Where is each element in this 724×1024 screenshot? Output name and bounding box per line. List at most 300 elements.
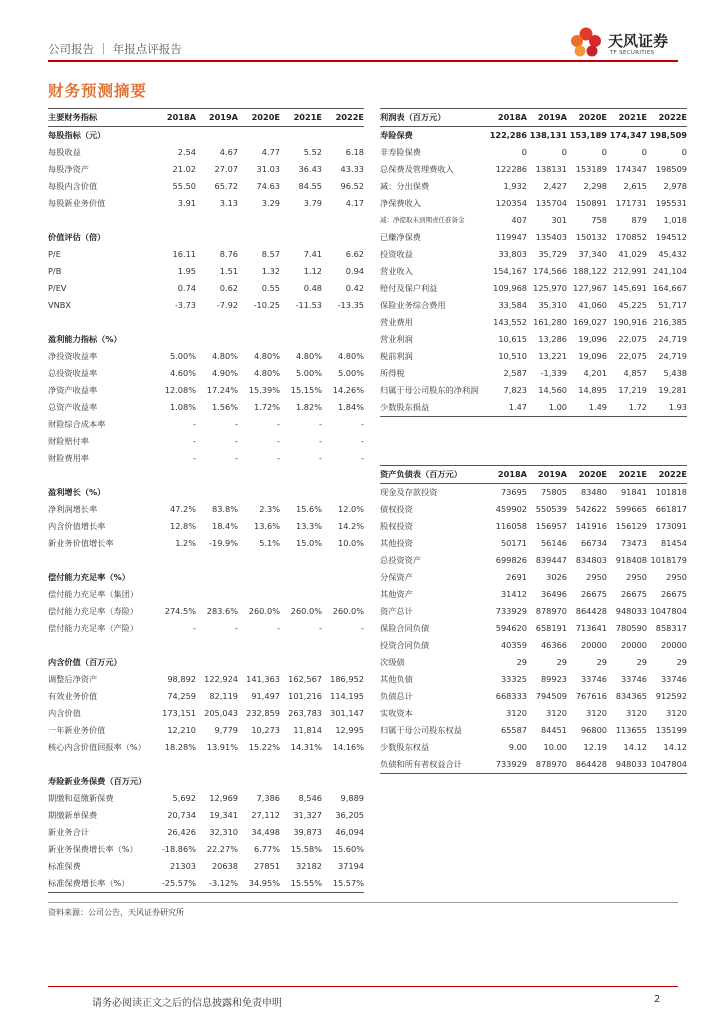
value-cell <box>196 127 238 145</box>
value-cell: - <box>319 436 322 446</box>
row-label: 所得税 <box>380 368 405 378</box>
value-cell: 26675 <box>660 589 687 599</box>
value-cell: 36.43 <box>298 164 322 174</box>
value-cell: 24,719 <box>658 351 687 361</box>
value-cell: 6.77% <box>253 844 280 854</box>
spacer-cell <box>48 212 364 229</box>
row-label: 少数股东权益 <box>380 742 430 752</box>
row-label: 税前利润 <box>380 351 413 361</box>
table-spacer-row <box>48 756 364 773</box>
value-cell <box>154 127 196 145</box>
value-cell: 96800 <box>580 725 607 735</box>
table-row <box>380 365 687 382</box>
value-cell: 1.56% <box>211 402 238 412</box>
table-section-row <box>48 229 364 246</box>
row-label: 新业务保费增长率（%） <box>48 844 138 854</box>
value-cell: 10,273 <box>251 725 280 735</box>
value-cell: 31412 <box>500 589 527 599</box>
value-cell: 15.15% <box>290 385 322 395</box>
value-cell: 26675 <box>580 589 607 599</box>
value-cell: 145,691 <box>613 283 647 293</box>
value-cell: 864428 <box>575 606 607 616</box>
table-row <box>48 348 364 365</box>
value-cell: 75805 <box>540 487 567 497</box>
value-cell: 138131 <box>535 164 567 174</box>
value-cell: 33746 <box>580 674 607 684</box>
table-row <box>380 552 687 569</box>
value-cell <box>238 229 280 246</box>
row-label: 财险赔付率 <box>48 436 89 446</box>
column-header: 2022E <box>647 466 687 484</box>
column-header: 2022E <box>647 109 687 127</box>
row-label: 净利润增长率 <box>48 504 98 514</box>
value-cell: 912592 <box>655 691 687 701</box>
value-cell: 190,916 <box>613 317 647 327</box>
value-cell: 20000 <box>620 640 647 650</box>
value-cell <box>280 773 322 790</box>
row-label: 偿付能力充足率（寿险） <box>48 606 139 616</box>
value-cell: 0 <box>681 147 687 157</box>
value-cell: 74,259 <box>167 691 196 701</box>
value-cell: 3120 <box>586 708 607 718</box>
value-cell: 4.90% <box>211 368 238 378</box>
value-cell: 5.00% <box>169 351 196 361</box>
value-cell: - <box>193 453 196 463</box>
column-header: 2021E <box>607 466 647 484</box>
table-row <box>380 603 687 620</box>
value-cell: 186,952 <box>330 674 364 684</box>
spacer-cell <box>48 552 364 569</box>
value-cell: 0 <box>601 147 607 157</box>
value-cell <box>322 586 364 603</box>
row-label: 偿付能力充足率（%） <box>48 572 130 582</box>
value-cell: 26675 <box>620 589 647 599</box>
value-cell: 7,386 <box>256 793 280 803</box>
table-row <box>380 348 687 365</box>
row-label: 一年新业务价值 <box>48 725 106 735</box>
value-cell: 4.60% <box>169 368 196 378</box>
row-label: 盈利能力指标（%） <box>48 334 122 344</box>
value-cell <box>196 331 238 348</box>
row-label: 内含价值增长率 <box>48 521 106 531</box>
value-cell: 84451 <box>540 725 567 735</box>
value-cell: 5.00% <box>337 368 364 378</box>
value-cell: 658191 <box>535 623 567 633</box>
value-cell: 32182 <box>295 861 322 871</box>
value-cell <box>154 484 196 501</box>
row-label: 每股净资产 <box>48 164 89 174</box>
value-cell: 12.19 <box>583 742 607 752</box>
value-cell: 20638 <box>211 861 238 871</box>
value-cell <box>280 484 322 501</box>
value-cell <box>154 773 196 790</box>
value-cell: 141,363 <box>246 674 280 684</box>
value-cell: 14.16% <box>332 742 364 752</box>
value-cell: 212,991 <box>613 266 647 276</box>
value-cell: 2691 <box>506 572 527 582</box>
value-cell <box>322 484 364 501</box>
value-cell: 2.3% <box>259 504 280 514</box>
value-cell: 4,857 <box>623 368 647 378</box>
value-cell: 15.6% <box>295 504 322 514</box>
value-cell: 122,286 <box>489 130 527 140</box>
logo-subtext: TF SECURITIES <box>610 50 655 56</box>
value-cell: 4,201 <box>583 368 607 378</box>
value-cell: 9,779 <box>214 725 238 735</box>
value-cell: - <box>361 419 364 429</box>
row-label: 每股新业务价值 <box>48 198 106 208</box>
row-label: 营业收入 <box>380 266 413 276</box>
value-cell: 2,615 <box>623 181 647 191</box>
value-cell: 138,131 <box>529 130 567 140</box>
value-cell: 767616 <box>575 691 607 701</box>
table-row <box>48 450 364 467</box>
value-cell: 36496 <box>540 589 567 599</box>
table-row <box>48 535 364 552</box>
value-cell: 2950 <box>586 572 607 582</box>
value-cell: 173091 <box>655 521 687 531</box>
value-cell: -25.57% <box>154 875 196 893</box>
value-cell: 1.51 <box>219 266 238 276</box>
value-cell: 2950 <box>666 572 687 582</box>
value-cell: 1.84% <box>337 402 364 412</box>
value-cell: 9.00 <box>508 742 527 752</box>
row-label: 总投资收益率 <box>48 368 98 378</box>
value-cell: 13,286 <box>538 334 567 344</box>
value-cell: 1.12 <box>303 266 322 276</box>
value-cell: 10.0% <box>337 538 364 548</box>
value-cell <box>238 484 280 501</box>
table-row <box>48 790 364 807</box>
table-row <box>380 280 687 297</box>
value-cell: 2950 <box>626 572 647 582</box>
value-cell <box>196 229 238 246</box>
value-cell: 4.80% <box>337 351 364 361</box>
value-cell: 948033 <box>615 606 647 616</box>
value-cell: 29 <box>596 657 607 667</box>
value-cell <box>280 229 322 246</box>
value-cell: 55.50 <box>172 181 196 191</box>
row-label: 其他投资 <box>380 538 413 548</box>
value-cell <box>238 331 280 348</box>
value-cell: 116058 <box>495 521 527 531</box>
value-cell: 0.62 <box>219 283 238 293</box>
value-cell: 15.22% <box>248 742 280 752</box>
value-cell: 7.41 <box>303 249 322 259</box>
table-row <box>48 297 364 314</box>
table-row <box>48 195 364 212</box>
value-cell: 14.31% <box>290 742 322 752</box>
value-cell <box>154 569 196 586</box>
value-cell: 12.8% <box>169 521 196 531</box>
row-label: P/B <box>48 266 62 276</box>
row-label: 总资产收益率 <box>48 402 98 412</box>
row-label: 财险综合成本率 <box>48 419 106 429</box>
value-cell: 73695 <box>500 487 527 497</box>
row-label: 实收资本 <box>380 708 413 718</box>
value-cell: 15.57% <box>322 875 364 893</box>
row-label: 每股收益 <box>48 147 81 157</box>
value-cell: 34.95% <box>238 875 280 893</box>
value-cell: 27851 <box>253 861 280 871</box>
value-cell: 3026 <box>546 572 567 582</box>
value-cell: 27,112 <box>251 810 280 820</box>
table-row <box>48 841 364 858</box>
row-label: 标准保费 <box>48 861 81 871</box>
row-label: 利润表（百万元） <box>380 109 487 127</box>
value-cell <box>322 229 364 246</box>
value-cell: 668333 <box>495 691 527 701</box>
value-cell: 109,968 <box>493 283 527 293</box>
value-cell: 29 <box>556 657 567 667</box>
value-cell: 21.02 <box>172 164 196 174</box>
value-cell: 36,205 <box>335 810 364 820</box>
table-row <box>380 688 687 705</box>
value-cell: - <box>361 436 364 446</box>
value-cell: 858317 <box>655 623 687 633</box>
value-cell: 66734 <box>580 538 607 548</box>
value-cell: 156129 <box>615 521 647 531</box>
value-cell: 29 <box>636 657 647 667</box>
table-row <box>48 263 364 280</box>
page-title: 财务预测摘要 <box>48 82 148 100</box>
value-cell: 141916 <box>575 521 607 531</box>
row-label: 每股指标（元） <box>48 130 106 140</box>
row-label: 寿险新业务保费（百万元） <box>48 776 147 786</box>
value-cell: 50171 <box>500 538 527 548</box>
value-cell: 65.72 <box>214 181 238 191</box>
value-cell: 20000 <box>580 640 607 650</box>
table-spacer-row <box>48 552 364 569</box>
value-cell <box>322 569 364 586</box>
table-row <box>48 739 364 756</box>
value-cell: 3120 <box>506 708 527 718</box>
table-row <box>48 807 364 824</box>
value-cell: 135704 <box>535 198 567 208</box>
value-cell: 13.3% <box>295 521 322 531</box>
logo-flower-icon <box>568 26 604 60</box>
value-cell: 794509 <box>535 691 567 701</box>
value-cell: 1.49 <box>567 399 607 417</box>
column-header: 2020E <box>567 466 607 484</box>
column-header: 2022E <box>322 109 364 127</box>
value-cell: 10,615 <box>498 334 527 344</box>
row-label: 主要财务指标 <box>48 109 154 127</box>
company-logo <box>568 22 678 64</box>
table-row <box>380 178 687 195</box>
value-cell: 19,281 <box>658 385 687 395</box>
value-cell: 205,043 <box>204 708 238 718</box>
value-cell: -11.53 <box>295 300 322 310</box>
value-cell: 122286 <box>495 164 527 174</box>
value-cell: 1.2% <box>175 538 196 548</box>
value-cell: 47.2% <box>169 504 196 514</box>
value-cell: 0.55 <box>261 283 280 293</box>
value-cell: -18.86% <box>161 844 196 854</box>
value-cell: 73473 <box>620 538 647 548</box>
value-cell: 98,892 <box>167 674 196 684</box>
value-cell: 948033 <box>607 756 647 774</box>
column-header: 2018A <box>487 109 527 127</box>
value-cell: 14.12 <box>663 742 687 752</box>
value-cell: 153189 <box>575 164 607 174</box>
value-cell: 232,859 <box>246 708 280 718</box>
value-cell: 19,096 <box>578 351 607 361</box>
table-row <box>380 382 687 399</box>
value-cell: 9,889 <box>340 793 364 803</box>
value-cell: 169,027 <box>573 317 607 327</box>
value-cell: 65587 <box>500 725 527 735</box>
table-row <box>48 586 364 603</box>
row-label: 负债总计 <box>380 691 413 701</box>
value-cell: 14.26% <box>332 385 364 395</box>
row-label: 分保资产 <box>380 572 413 582</box>
value-cell: 260.0% <box>248 606 280 616</box>
row-label: 盈利增长（%） <box>48 487 106 497</box>
row-label: 归属于母公司股东的净利润 <box>380 385 479 395</box>
value-cell: 1.08% <box>169 402 196 412</box>
value-cell: 33746 <box>660 674 687 684</box>
value-cell: 198509 <box>655 164 687 174</box>
value-cell: 74.63 <box>256 181 280 191</box>
value-cell <box>238 773 280 790</box>
value-cell: 81454 <box>660 538 687 548</box>
value-cell: 15.0% <box>295 538 322 548</box>
value-cell: 24,719 <box>658 334 687 344</box>
value-cell <box>154 654 196 671</box>
value-cell: 15.60% <box>332 844 364 854</box>
row-label: 内含价值（百万元） <box>48 657 122 667</box>
table-section-row <box>48 331 364 348</box>
value-cell: 11,814 <box>293 725 322 735</box>
value-cell: 4.80% <box>295 351 322 361</box>
value-cell: 43.33 <box>340 164 364 174</box>
row-label: 营业费用 <box>380 317 413 327</box>
column-header: 2019A <box>196 109 238 127</box>
table-row <box>48 416 364 433</box>
row-label: 投资收益 <box>380 249 413 259</box>
row-label: P/E <box>48 249 61 259</box>
table-row <box>48 144 364 161</box>
value-cell: 1.72% <box>253 402 280 412</box>
value-cell: 839447 <box>535 555 567 565</box>
value-cell: 125,970 <box>533 283 567 293</box>
spacer-cell <box>48 314 364 331</box>
value-cell: 12.0% <box>337 504 364 514</box>
value-cell: 12.08% <box>164 385 196 395</box>
value-cell: 0.74 <box>177 283 196 293</box>
value-cell: 20,734 <box>167 810 196 820</box>
value-cell: 45,225 <box>618 300 647 310</box>
value-cell: 170852 <box>615 232 647 242</box>
value-cell: 5,438 <box>663 368 687 378</box>
key-indicators-table <box>48 108 364 893</box>
value-cell: 8.57 <box>261 249 280 259</box>
value-cell: 195531 <box>655 198 687 208</box>
table-row <box>380 297 687 314</box>
table-row <box>380 756 687 774</box>
value-cell: 35,310 <box>538 300 567 310</box>
value-cell: 45,432 <box>658 249 687 259</box>
value-cell: 39,873 <box>293 827 322 837</box>
report-breadcrumb: 公司报告 ｜ 年报点评报告 <box>48 42 182 56</box>
value-cell: -1,339 <box>540 368 567 378</box>
value-cell: 29 <box>676 657 687 667</box>
row-label: 净保费收入 <box>380 198 421 208</box>
value-cell: 13.6% <box>253 521 280 531</box>
value-cell: 46,094 <box>335 827 364 837</box>
value-cell: 7,823 <box>503 385 527 395</box>
spacer-cell <box>48 467 364 484</box>
value-cell: 3.91 <box>177 198 196 208</box>
value-cell: 699826 <box>495 555 527 565</box>
value-cell: 12,969 <box>209 793 238 803</box>
row-label: 内含价值 <box>48 708 81 718</box>
value-cell: 173,151 <box>162 708 196 718</box>
source-divider <box>48 902 678 903</box>
value-cell: 733929 <box>487 756 527 774</box>
table-row <box>380 705 687 722</box>
table-row <box>48 875 364 893</box>
table-row <box>380 569 687 586</box>
value-cell: - <box>361 453 364 463</box>
value-cell: 35,729 <box>538 249 567 259</box>
value-cell: 3120 <box>666 708 687 718</box>
value-cell: 22,075 <box>618 334 647 344</box>
row-label: 归属于母公司股东权益 <box>380 725 462 735</box>
value-cell: 91,497 <box>251 691 280 701</box>
table-section-row <box>48 773 364 790</box>
data-source: 资料来源：公司公告，天风证券研究所 <box>48 908 184 917</box>
table-row <box>380 637 687 654</box>
value-cell: - <box>235 453 238 463</box>
value-cell: 260.0% <box>332 606 364 616</box>
table-row <box>380 314 687 331</box>
row-label: 其他负债 <box>380 674 413 684</box>
value-cell: 33,803 <box>498 249 527 259</box>
value-cell: 15.58% <box>290 844 322 854</box>
value-cell: 542622 <box>575 504 607 514</box>
value-cell: 96.52 <box>340 181 364 191</box>
value-cell: 879 <box>631 215 647 225</box>
value-cell: 101,216 <box>288 691 322 701</box>
row-label: 净投资收益率 <box>48 351 98 361</box>
value-cell: - <box>361 623 364 633</box>
value-cell <box>196 586 238 603</box>
value-cell: - <box>193 436 196 446</box>
value-cell <box>154 229 196 246</box>
value-cell: -3.12% <box>196 875 238 893</box>
row-label: 总投资资产 <box>380 555 421 565</box>
value-cell <box>322 654 364 671</box>
value-cell: 10.00 <box>543 742 567 752</box>
value-cell: 41,029 <box>618 249 647 259</box>
value-cell: 161,280 <box>533 317 567 327</box>
table-row <box>48 705 364 722</box>
column-header: 2020E <box>567 109 607 127</box>
table-row <box>48 688 364 705</box>
table-row <box>48 824 364 841</box>
value-cell: 17.24% <box>206 385 238 395</box>
row-label: 少数股东损益 <box>380 399 487 417</box>
value-cell: -10.25 <box>253 300 280 310</box>
value-cell: - <box>319 453 322 463</box>
column-header: 2019A <box>527 109 567 127</box>
value-cell: 3.29 <box>261 198 280 208</box>
value-cell: 1.47 <box>487 399 527 417</box>
row-label: 债权投资 <box>380 504 413 514</box>
column-header: 2019A <box>527 466 567 484</box>
